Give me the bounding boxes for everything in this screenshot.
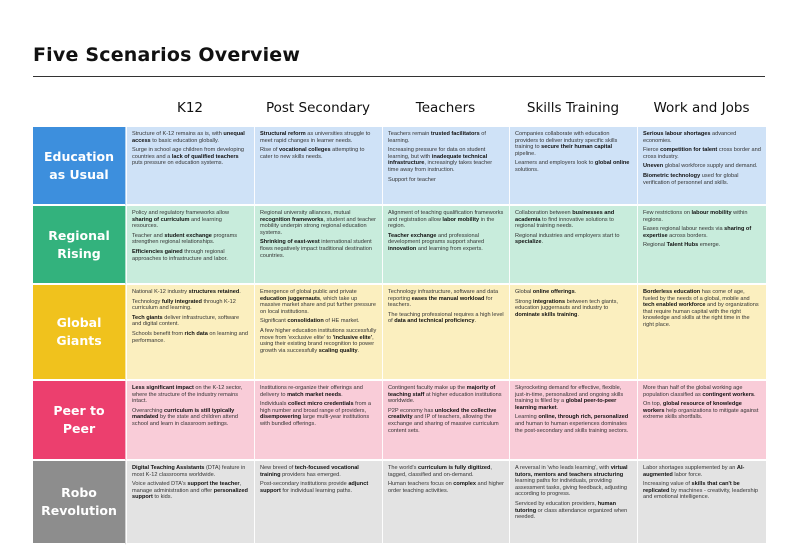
cell-paragraph: Technology fully integrated through K-12 curriculum and learning. <box>132 298 236 312</box>
cell-global-giants-teachers <box>382 285 509 381</box>
row-label-peer-to-peer: Peer to Peer <box>33 381 126 461</box>
cell-paragraph: Biometric technology used for global verification of personnel and skills. <box>643 172 739 186</box>
cell-paragraph: Few restrictions on labour mobility within regions. <box>643 210 748 223</box>
cell-paragraph: Collaboration between businesses and academia to find innovative solutions to regional training needs. <box>515 210 615 230</box>
cell-paragraph: Global online offerings. <box>515 289 577 295</box>
cell-peer-to-peer-skills-training <box>509 381 637 461</box>
cell-paragraph: Strong integrations between tech giants, education juggernauts and industry to dominate skills training. <box>515 298 618 318</box>
cell-paragraph: Less significant impact on the K-12 sector, where the structure of the industry remains intact. <box>132 385 243 405</box>
row-label-education-as-usual: Education as Usual <box>33 127 126 206</box>
cell-paragraph: Eases regional labour needs via sharing of expertise across borders. <box>643 226 752 239</box>
column-header-work-and-jobs: Work and Jobs <box>653 100 750 116</box>
cell-paragraph: On top, global resource of knowledge workers help organizations to mitigate against extreme skills shortfalls. <box>643 401 759 421</box>
cell-paragraph: Regional industries and employers start to specialize. <box>515 232 620 246</box>
cell-paragraph: Efficiencies gained through regional approaches to infrastructure and labor. <box>132 248 228 262</box>
cell-paragraph: Tech giants deliver infrastructure, software and digital content. <box>132 314 240 328</box>
cell-paragraph: Support for teacher <box>388 176 436 183</box>
cell-peer-to-peer-work-and-jobs <box>637 381 766 461</box>
cell-paragraph: The world's curriculum is fully digitized, tagged, classified and on-demand. <box>388 465 492 478</box>
cell-paragraph: Rise of vocational colleges attempting to cater to new skills needs. <box>260 147 365 160</box>
cell-paragraph: Contingent faculty make up the majority of teaching staff at higher education institutions worldwide. <box>388 385 502 405</box>
cell-global-giants-post-secondary <box>254 285 382 381</box>
cell-paragraph: New breed of tech-focused vocational training providers has emerged. <box>260 465 359 478</box>
column-header-skills-training: Skills Training <box>526 100 620 116</box>
cell-peer-to-peer-teachers <box>382 381 509 461</box>
cell-paragraph: Regional Talent Hubs emerge. <box>643 242 721 249</box>
column-header-teachers: Teachers <box>415 100 476 116</box>
cell-regional-rising-k12 <box>126 206 254 285</box>
cell-paragraph: Structural reform as universities struggle to meet rapid changes in learner needs. <box>260 131 371 144</box>
cell-paragraph: Overarching curriculum is still typically mandated by the state and children attend school and learn in classroom settings. <box>132 407 239 427</box>
cell-regional-rising-post-secondary <box>254 206 382 285</box>
cell-education-as-usual-teachers <box>382 127 509 206</box>
cell-paragraph: Shrinking of east-west international student flows negatively impact traditional destination countries. <box>260 239 372 259</box>
title-divider <box>33 76 765 77</box>
cell-education-as-usual-k12 <box>126 127 254 206</box>
cell-robo-revolution-work-and-jobs <box>637 461 766 545</box>
cell-paragraph: Regional university alliances, mutual recognition frameworks, student and teacher mobility underpin strong regional education systems. <box>260 210 376 236</box>
cell-paragraph: Institutions re-organize their offerings and delivery to match market needs. <box>260 385 363 398</box>
page-title: Five Scenarios Overview <box>33 44 301 66</box>
cell-paragraph: Teachers remain trusted facilitators of learning. <box>388 131 486 144</box>
cell-peer-to-peer-post-secondary <box>254 381 382 461</box>
cell-paragraph: Increasing value of skills that can't be replicated by machines - creativity, leadership and emotional intelligence. <box>643 481 758 501</box>
cell-paragraph: Post-secondary institutions provide adjunct support for individual learning paths. <box>260 481 369 494</box>
cell-paragraph: Uneven global workforce supply and demand. <box>643 163 758 170</box>
cell-global-giants-work-and-jobs <box>637 285 766 381</box>
cell-paragraph: National K-12 industry structures retained. <box>132 289 241 295</box>
cell-regional-rising-skills-training <box>509 206 637 285</box>
cell-paragraph: Schools benefit from rich data on learning and performance. <box>132 330 248 344</box>
cell-paragraph: Serviced by education providers, human tutoring or class attendance organized when needed. <box>515 500 628 521</box>
cell-global-giants-skills-training <box>509 285 637 381</box>
scenario-table <box>33 127 766 545</box>
cell-paragraph: Technology infrastructure, software and data reporting eases the manual workload for teachers. <box>388 289 499 309</box>
cell-robo-revolution-post-secondary <box>254 461 382 545</box>
row-label-regional-rising: Regional Rising <box>33 206 126 285</box>
cell-robo-revolution-teachers <box>382 461 509 545</box>
cell-paragraph: Alignment of teaching qualification frameworks and registration allow labor mobility in the region. <box>388 210 504 230</box>
cell-education-as-usual-post-secondary <box>254 127 382 206</box>
row-label-global-giants: Global Giants <box>33 285 126 381</box>
cell-paragraph: Structure of K-12 remains as is, with unequal access to basic education globally. <box>132 131 245 144</box>
cell-paragraph: Teacher and student exchange programs strengthen regional relationships. <box>132 232 238 246</box>
cell-paragraph: A few higher education institutions successfully move from 'exclusive elite' to 'inclusive elite', using their existing brand recognition to power growth via successfully scaling quality. <box>260 327 377 354</box>
cell-robo-revolution-skills-training <box>509 461 637 545</box>
cell-paragraph: Human teachers focus on complex and higher order teaching activities. <box>388 481 504 494</box>
column-header-k12: K12 <box>176 100 204 116</box>
cell-paragraph: A reversal in 'who leads learning', with virtual tutors, mentors and teachers structuring learning paths for individuals, providing assessment tasks, giving feedback, adjusting according to progress. <box>515 465 628 498</box>
cell-paragraph: Fierce competition for talent cross border and cross industry. <box>643 147 761 160</box>
cell-paragraph: Policy and regulatory frameworks allow sharing of curriculum and learning resources. <box>132 210 229 230</box>
cell-robo-revolution-k12 <box>126 461 254 545</box>
cell-regional-rising-teachers <box>382 206 509 285</box>
cell-paragraph: Learning online, through rich, personalized and human to human experiences dominates the post-secondary and skills training sectors. <box>515 414 629 434</box>
cell-paragraph: Increasing pressure for data on student learning, but with inadequate technical infrastructure, increasingly takes teacher time away from instruction. <box>388 147 493 173</box>
cell-paragraph: Borderless education has come of age, fueled by the needs of a global, mobile and tech enabled workforce and by organizations that require human capital with the right knowledge and skills at the right time in the right place. <box>643 289 759 328</box>
cell-education-as-usual-skills-training <box>509 127 637 206</box>
cell-paragraph: Voice activated DTA's support the teacher, manage administration and offer personalized support to kids. <box>132 481 248 501</box>
cell-paragraph: Significant consolidation of HE market. <box>260 318 360 325</box>
cell-paragraph: Learners and employers look to global online solutions. <box>515 160 630 173</box>
cell-paragraph: Labor shortages supplemented by an AI-augmented labor force. <box>643 465 745 478</box>
cell-global-giants-k12 <box>126 285 254 381</box>
cell-paragraph: The teaching professional requires a high level of data and technical proficiency. <box>388 311 504 325</box>
column-headers <box>126 100 766 120</box>
cell-paragraph: Surge in school age children from developing countries and a lack of qualified teachers puts pressure on education systems. <box>132 147 244 167</box>
cell-paragraph: More than half of the global working age population classified as contingent workers. <box>643 385 756 398</box>
cell-paragraph: Companies collaborate with education providers to deliver industry specific skills training to secure their human capital pipeline. <box>515 131 618 157</box>
cell-regional-rising-work-and-jobs <box>637 206 766 285</box>
cell-paragraph: Individuals collect micro credentials from a high number and broad range of providers, disempowering large multi-year institutions with bundled offerings. <box>260 401 372 427</box>
cell-paragraph: Teacher exchange and professional development programs support shared innovation and learning from experts. <box>388 232 485 252</box>
cell-education-as-usual-work-and-jobs <box>637 127 766 206</box>
cell-paragraph: Serious labour shortages advanced economies. <box>643 131 737 144</box>
cell-paragraph: Skyrocketing demand for effective, flexible, just-in-time, personalized and ongoing skills training is filled by a global peer-to-peer learning market. <box>515 385 624 411</box>
column-header-post-secondary: Post Secondary <box>265 100 371 116</box>
cell-paragraph: Emergence of global public and private education juggernauts, which take up massive market share and put further pressure on local institutions. <box>260 289 376 315</box>
row-label-robo-revolution: Robo Revolution <box>33 461 126 545</box>
cell-paragraph: Digital Teaching Assistants (DTA) feature in most K-12 classrooms worldwide. <box>132 465 246 478</box>
cell-paragraph: P2P economy has unlocked the collective creativity and IP of teachers, allowing the exchange and sharing of massive curriculum content sets. <box>388 407 499 434</box>
cell-peer-to-peer-k12 <box>126 381 254 461</box>
